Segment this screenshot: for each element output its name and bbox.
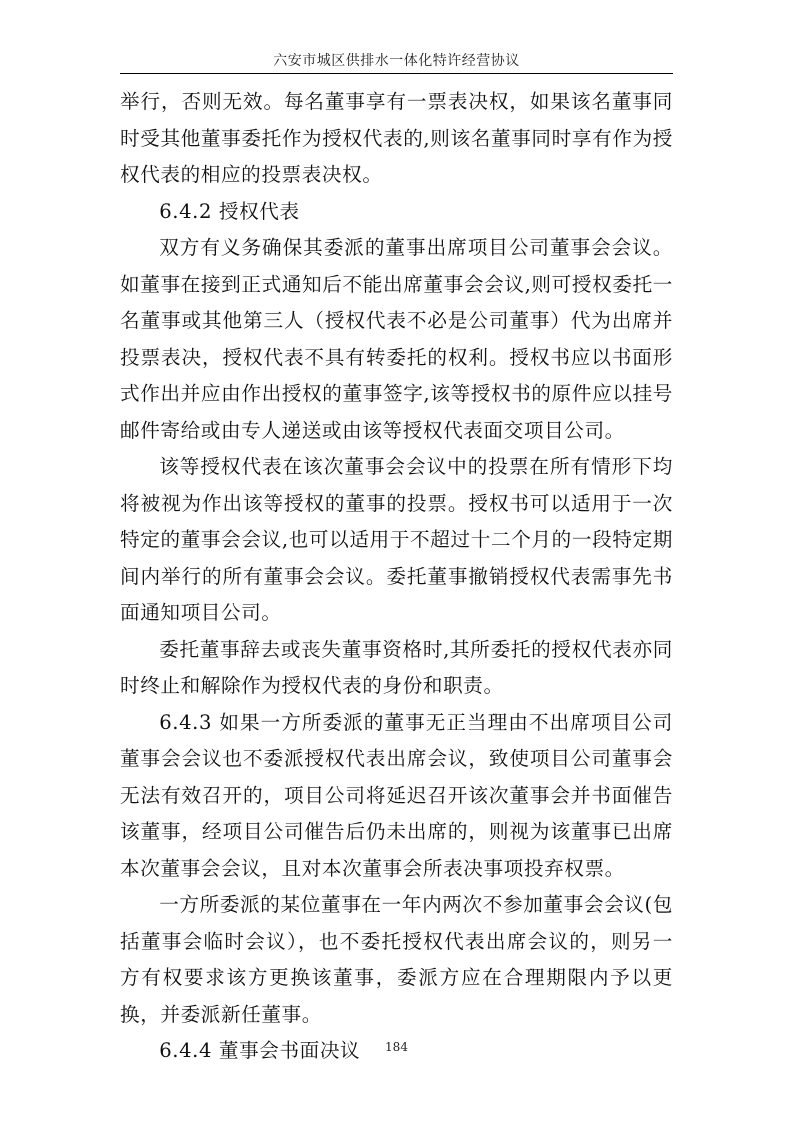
paragraph: 委托董事辞去或丧失董事资格时,其所委托的授权代表亦同时终止和解除作为授权代表的身份和职责。 [120,637,673,697]
section-heading-6-4-4: 6.4.4 董事会书面决议 [159,1039,361,1062]
paragraph: 一方所委派的某位董事在一年内两次不参加董事会会议(包括董事会临时会议），也不委托授权代表出席会议的，则另一方有权要求该方更换该董事，委派方应在合理期限内予以更换，并委派新任董事。 [120,893,673,1026]
paragraph: 双方有义务确保其委派的董事出席项目公司董事会会议。如董事在接到正式通知后不能出席董事会会议,则可授权委托一名董事或其他第三人（授权代表不必是公司董事）代为出席并投票表决，授权代表不具有转委托的权利。授权书应以书面形式作出并应由作出授权的董事签字,该等授权书的原件应以挂号邮件寄给或由专人递送或由该等授权代表面交项目公司。 [120,236,673,442]
paragraph: 该等授权代表在该次董事会会议中的投票在所有情形下均将被视为作出该等授权的董事的投票。授权书可以适用于一次特定的董事会会议,也可以适用于不超过十二个月的一段特定期间内举行的所有董事会会议。委托董事撤销授权代表需事先书面通知项目公司。 [120,455,673,624]
section-heading-6-4-2: 6.4.2 授权代表 [159,199,300,223]
document-body [120,84,673,1070]
header-rule [120,73,673,74]
page-number: 184 [385,1040,408,1054]
paragraph-continued: 举行，否则无效。每名董事享有一票表决权，如果该名董事同时受其他董事委托作为授权代表的,则该名董事同时享有作为授权代表的相应的投票表决权。 [120,90,673,186]
paragraph-6-4-3: 6.4.3 如果一方所委派的董事无正当理由不出席项目公司董事会会议也不委派授权代表出席会议，致使项目公司董事会无法有效召开的，项目公司将延迟召开该次董事会并书面催告该董事，经项目公司催告后仍未出席的，则视为该董事已出席本次董事会会议，且对本次董事会所表决事项投弃权票。 [120,710,673,880]
running-header: 六安市城区供排水一体化特许经营协议 [273,53,520,69]
